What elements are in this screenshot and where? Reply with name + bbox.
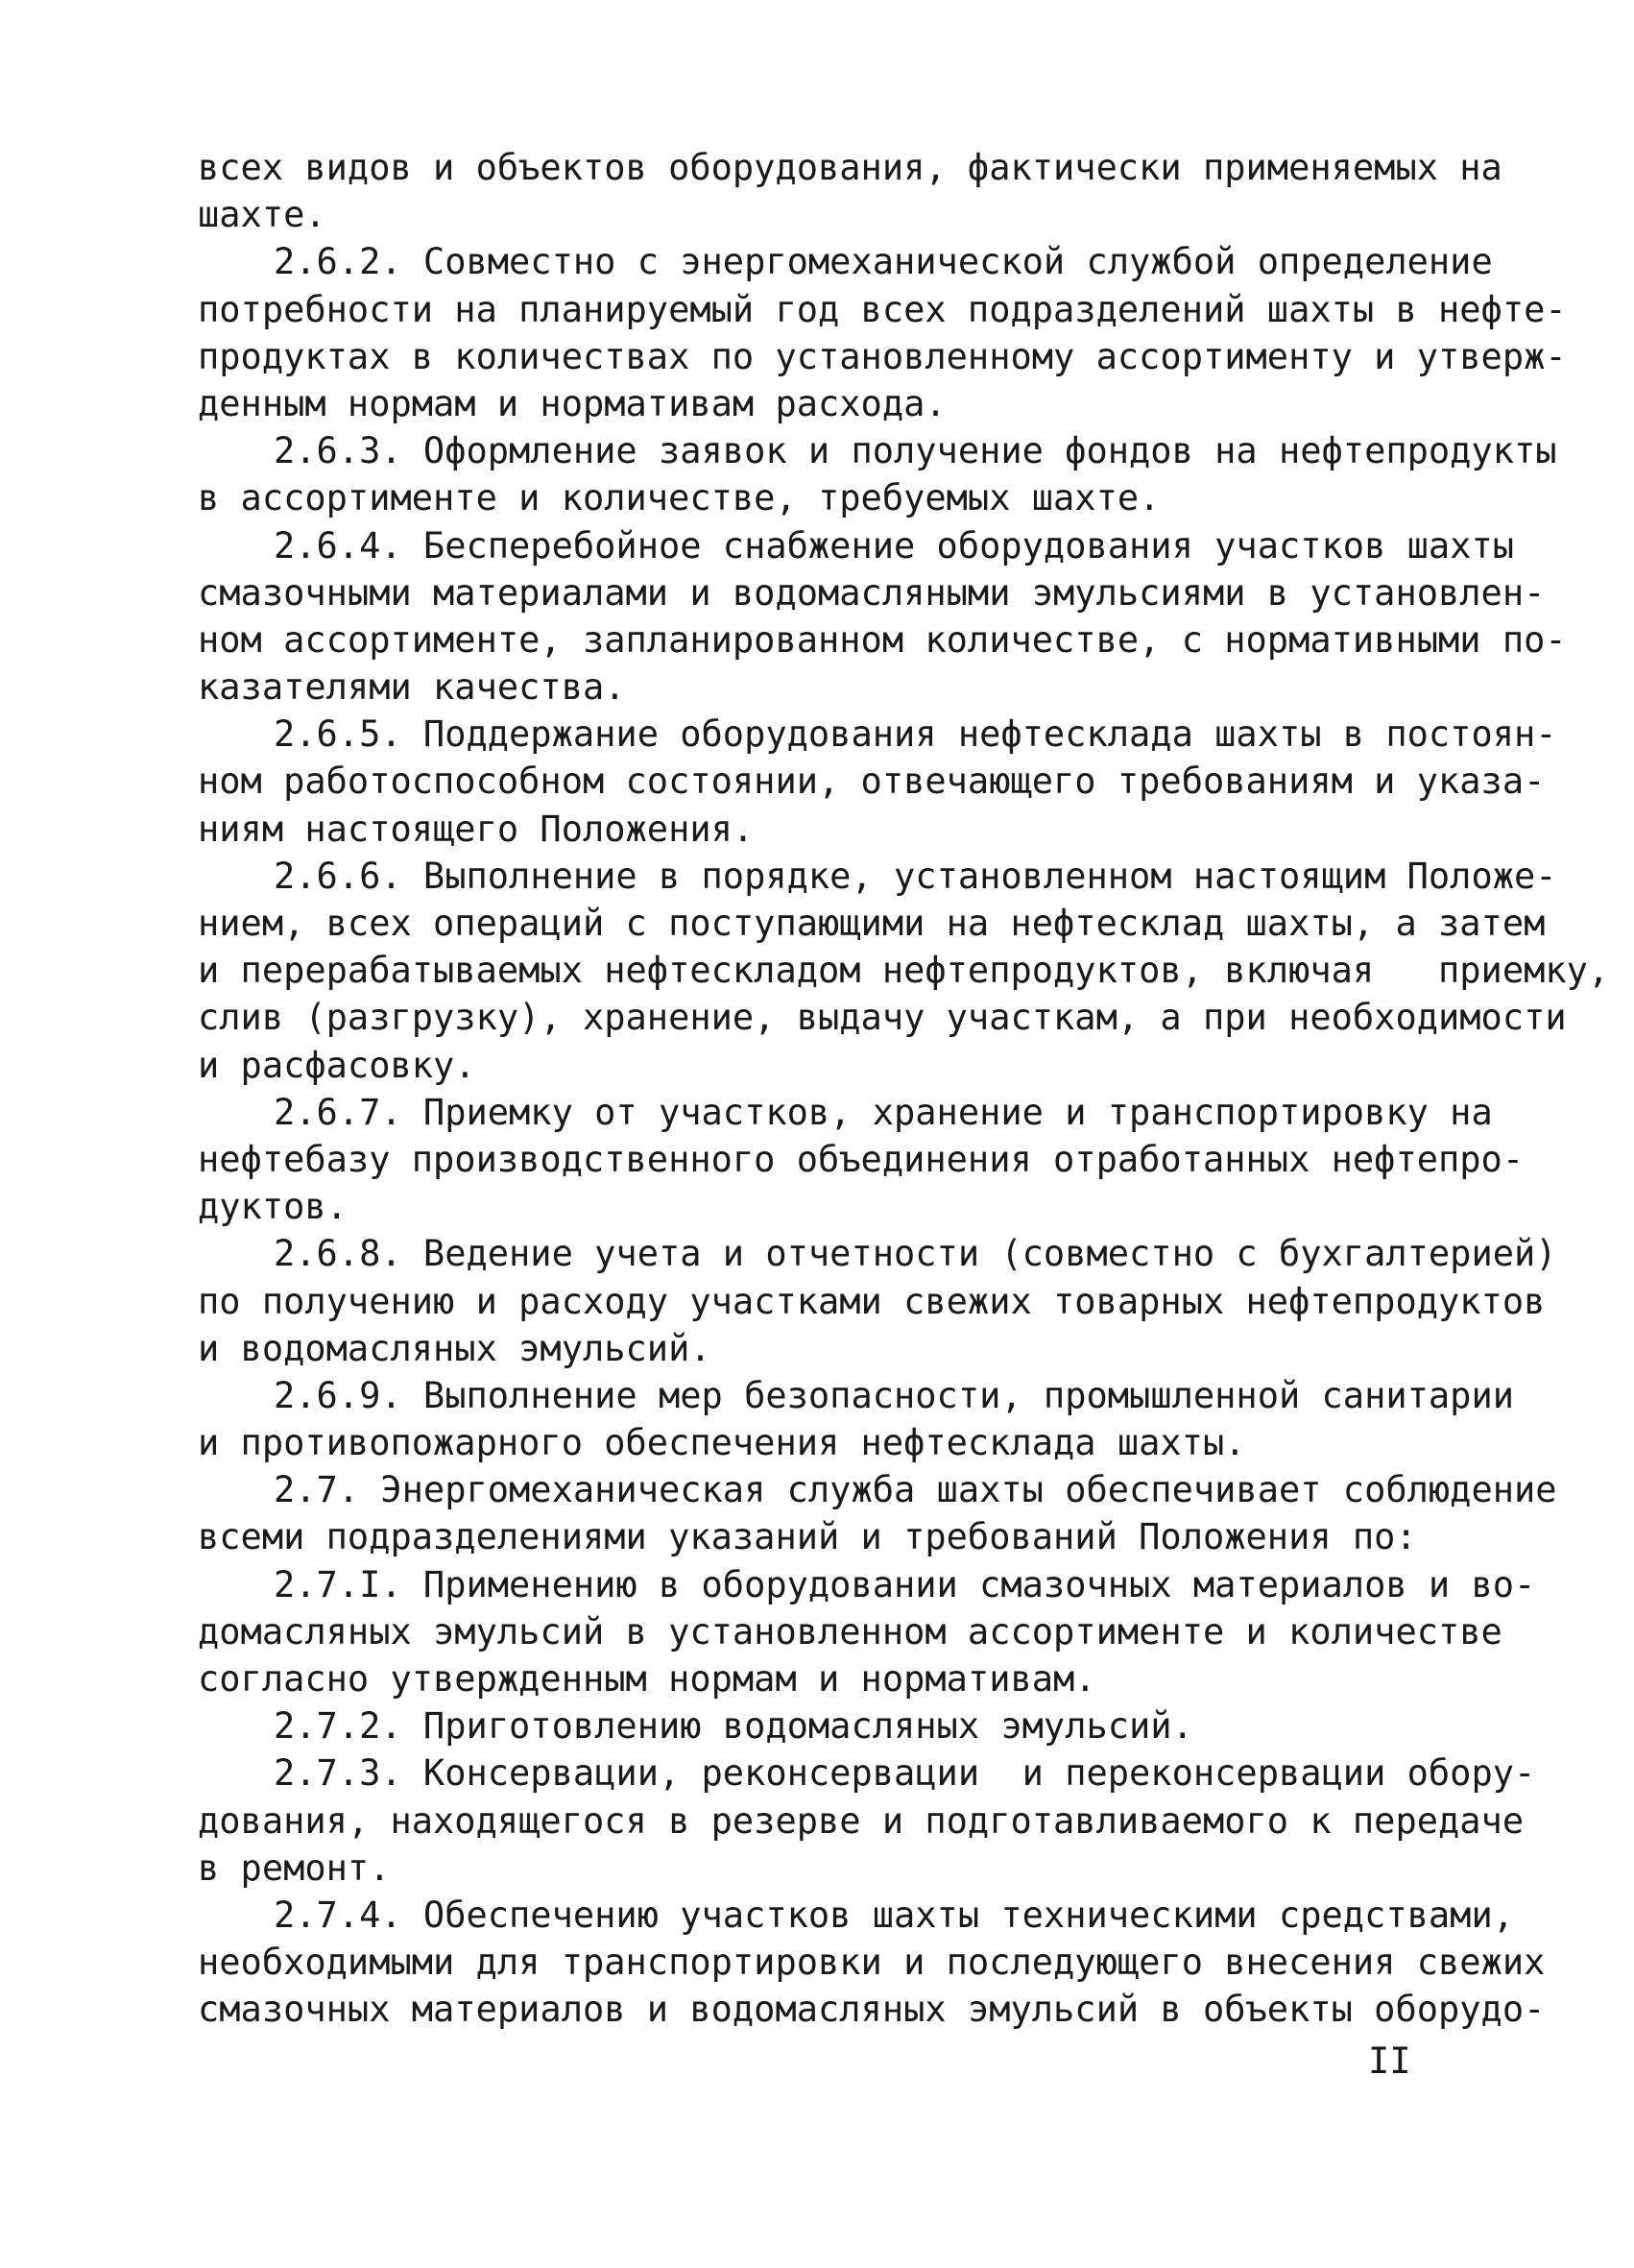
text-line: денным нормам и нормативам расхода.	[198, 382, 947, 424]
text-line: нием, всех операций с поступающими на нефтесклад шахты, а затем	[198, 903, 1546, 944]
paragraph-start-line: 2.6.3. Оформление заявок и получение фондов на нефтепродукты	[274, 430, 1557, 472]
text-line: слив (разгрузку), хранение, выдачу участкам, а при необходимости	[198, 997, 1567, 1039]
text-line: ном ассортименте, запланированном количестве, с нормативными по-	[198, 618, 1567, 661]
text-line: необходимыми для транспортировки и последующего внесения свежих	[198, 1942, 1546, 1984]
text-line: и расфасовку.	[198, 1044, 476, 1086]
paragraph-start-line: 2.7. Энергомеханическая служба шахты обеспечивает соблюдение	[274, 1469, 1557, 1511]
paragraph-start-line: 2.7.2. Приготовлению водомасляных эмульсий.	[274, 1705, 1193, 1748]
paragraph-start-line: 2.7.3. Консервации, реконсервации и переконсервации обору-	[274, 1752, 1536, 1795]
text-line: смазочных материалов и водомасляных эмульсий в объекты оборудо-	[198, 1989, 1546, 2031]
paragraph-start-line: 2.6.5. Поддержание оборудования нефтесклада шахты в постоян-	[274, 713, 1557, 756]
body-text	[198, 144, 1610, 2034]
text-line: и перерабатываемых нефтескладом нефтепродуктов, включая приемку,	[198, 950, 1610, 992]
text-line: смазочными материалами и водомасляными эмульсиями в установлен-	[198, 571, 1546, 614]
text-line: в ассортименте и количестве, требуемых шахте.	[198, 477, 1161, 519]
text-line: ном работоспособном состоянии, отвечающего требованиям и указа-	[198, 760, 1546, 803]
text-line: домасляных эмульсий в установленном ассортименте и количестве	[198, 1610, 1502, 1653]
paragraph-start-line: 2.6.6. Выполнение в порядке, установленном настоящим Положе-	[274, 855, 1557, 897]
text-line: и водомасляных эмульсий.	[198, 1327, 711, 1369]
text-line: ниям настоящего Положения.	[198, 808, 755, 850]
paragraph-start-line: 2.6.8. Ведение учета и отчетности (совместно с бухгалтерией)	[274, 1233, 1557, 1275]
text-line: всеми подразделениями указаний и требований Положения по:	[198, 1516, 1417, 1558]
text-line: продуктах в количествах по установленному ассортименту и утверж-	[198, 335, 1567, 377]
paragraph-start-line: 2.6.9. Выполнение мер безопасности, промышленной санитарии	[274, 1374, 1515, 1416]
text-line: казателями качества.	[198, 666, 626, 709]
text-line: шахте.	[198, 194, 326, 236]
text-line: по получению и расходу участками свежих товарных нефтепродуктов	[198, 1280, 1546, 1322]
text-line: в ремонт.	[198, 1846, 391, 1889]
text-line: нефтебазу производственного объединения отработанных нефтепро-	[198, 1138, 1525, 1180]
text-line: дования, находящегося в резерве и подготавливаемого к передаче	[198, 1799, 1525, 1842]
page-number: II	[1368, 2040, 1411, 2082]
text-line: согласно утвержденным нормам и нормативам.	[198, 1658, 1096, 1700]
text-line: потребности на планируемый год всех подразделений шахты в нефте-	[198, 288, 1567, 330]
text-line: дуктов.	[198, 1186, 348, 1228]
text-line: всех видов и объектов оборудования, фактически применяемых на	[198, 147, 1502, 188]
text-line: и противопожарного обеспечения нефтесклада шахты.	[198, 1422, 1246, 1464]
paragraph-start-line: 2.6.2. Совместно с энергомеханической службой определение	[274, 241, 1493, 283]
paragraph-start-line: 2.7.I. Применению в оборудовании смазочных материалов и во-	[274, 1563, 1536, 1605]
paragraph-start-line: 2.6.4. Бесперебойное снабжение оборудования участков шахты	[274, 524, 1515, 567]
paragraph-start-line: 2.6.7. Приемку от участков, хранение и транспортировку на	[274, 1091, 1493, 1133]
paragraph-start-line: 2.7.4. Обеспечению участков шахты техническими средствами,	[274, 1894, 1515, 1936]
